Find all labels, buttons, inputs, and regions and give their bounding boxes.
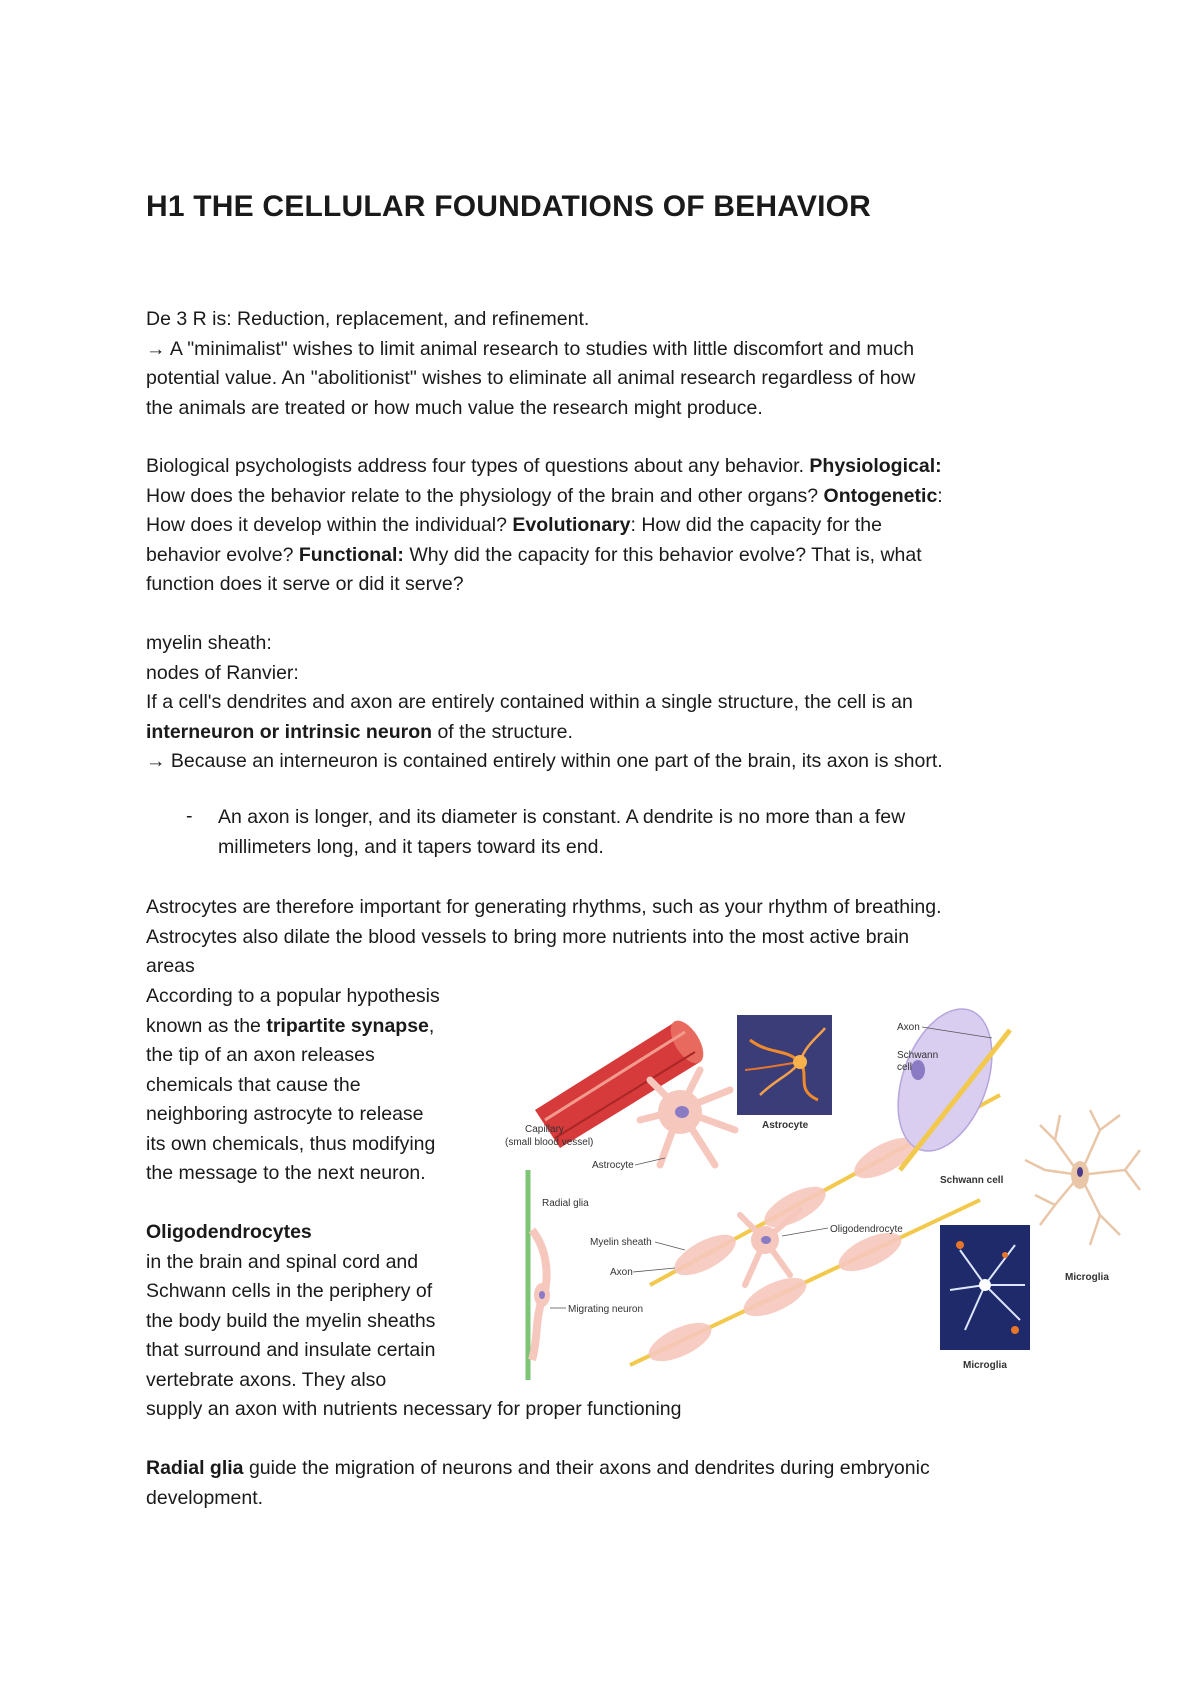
text-run: Biological psychologists address four types of questions about any behavior. [146,455,810,477]
microglia-cell [1025,1110,1140,1245]
microglia-photo-label: Microglia [963,1360,1007,1371]
migrating-neuron-label: Migrating neuron [568,1304,644,1315]
glia-illustration [500,1000,1150,1390]
term-ontogenetic: Ontogenetic [823,484,938,507]
paragraph-radial-glia [146,1454,1076,1513]
schwann-cell-label: Schwann cell [940,1175,1004,1186]
text-line [146,511,1076,541]
astrocyte-cell [640,1070,735,1165]
astrocyte-photo [737,1015,832,1115]
text-line: its own chemicals, thus modifying [146,1132,436,1155]
capillary-label: Capillary [525,1124,564,1135]
term-radial-glia: Radial glia [146,1457,244,1479]
text-run: behavior evolve? [146,543,299,566]
bullet-marker: - [186,805,193,827]
paragraph-tripartite [146,982,506,1189]
text-line: the tip of an axon releases [146,1044,375,1066]
text-line: millimeters long, and it tapers toward its end. [218,835,604,858]
text-line: De 3 R is: Reduction, replacement, and refinement. [146,308,590,330]
text-line [146,541,1076,571]
page-title: H1 THE CELLULAR FOUNDATIONS OF BEHAVIOR [146,190,872,223]
text-run: , [428,1014,435,1037]
text-line: areas [146,955,195,977]
text-line: → Because an interneuron is contained entirely within one part of the brain, its axon is short. [146,750,943,772]
text-line: that surround and insulate certain [146,1339,436,1361]
term-oligodendrocytes: Oligodendrocytes [146,1221,312,1243]
astrocyte-label: Astrocyte [592,1160,634,1171]
text-line [146,1218,506,1248]
text-line: nodes of Ranvier: [146,661,299,684]
microglia-photo [940,1225,1030,1350]
microglia-label: Microglia [1065,1272,1109,1283]
text-line: in the brain and spinal cord and [146,1250,419,1273]
oligodendrocyte-label: Oligodendrocyte [830,1224,903,1235]
term-interneuron: interneuron or intrinsic neuron [146,720,433,743]
astrocyte-photo-label: Astrocyte [762,1120,809,1131]
text-run: Why did the capacity for this behavior evolve? That is, what [403,543,922,566]
text-line: myelin sheath: [146,632,272,654]
text-run: of the structure. [432,720,573,743]
text-run: How does the behavior relate to the physiology of the brain and other organs? [146,484,824,507]
text-line: Astrocytes are therefore important for generating rhythms, such as your rhythm of breathing. [146,896,942,918]
text-run: : [937,484,943,507]
text-line: the body build the myelin sheaths [146,1309,436,1332]
schwann-label: Schwann [897,1050,939,1061]
text-line: the animals are treated or how much value the research might produce. [146,396,763,419]
term-physiological: Physiological: [809,455,942,477]
text-line: vertebrate axons. They also [146,1368,387,1391]
text-line [146,452,1076,482]
capillary-sublabel: (small blood vessel) [505,1137,594,1148]
text-line: Schwann cells in the periphery of [146,1280,433,1302]
text-line: chemicals that cause the [146,1073,361,1096]
text-line: the message to the next neuron. [146,1162,426,1184]
text-line [146,482,1076,512]
bullet-item [218,803,1078,862]
text-line [146,718,1076,748]
schwann-sublabel: cell [897,1062,913,1073]
text-line: supply an axon with nutrients necessary for proper functioning [146,1398,682,1420]
text-line: function does it serve or did it serve? [146,573,464,595]
paragraph-3r [146,305,1076,423]
paragraph-astrocytes [146,893,1076,982]
text-line: neighboring astrocyte to release [146,1103,424,1125]
term-evolutionary: Evolutionary [512,514,631,536]
text-run: How does it develop within the individual? [146,514,513,536]
text-line: development. [146,1486,264,1509]
paragraph-four-questions [146,452,1076,600]
radial-glia-label: Radial glia [542,1198,589,1209]
text-run: known as the [146,1014,267,1037]
term-functional: Functional: [298,543,404,566]
text-run: guide the migration of neurons and their axons and dendrites during embryonic [243,1457,930,1479]
text-line: → A "minimalist" wishes to limit animal research to studies with little discomfort and much [146,337,915,360]
myelin-sheath-label: Myelin sheath [590,1237,652,1248]
schwann-axon-label: Axon [897,1022,920,1033]
text-line: An axon is longer, and its diameter is constant. A dendrite is no more than a few [218,806,906,828]
text-line: potential value. An "abolitionist" wishes to eliminate all animal research regardless of how [146,367,916,389]
paragraph-neuron-structure [146,629,1076,777]
text-line: According to a popular hypothesis [146,985,440,1007]
text-line [146,1454,1076,1484]
text-run: : How did the capacity for the [630,514,882,536]
term-tripartite-synapse: tripartite synapse [266,1014,429,1037]
text-line: Astrocytes also dilate the blood vessels to bring more nutrients into the most active brain [146,925,910,948]
text-line [146,1012,506,1042]
text-line: If a cell's dendrites and axon are entirely contained within a single structure, the cell is an [146,691,913,713]
axon-label: Axon [610,1267,633,1278]
